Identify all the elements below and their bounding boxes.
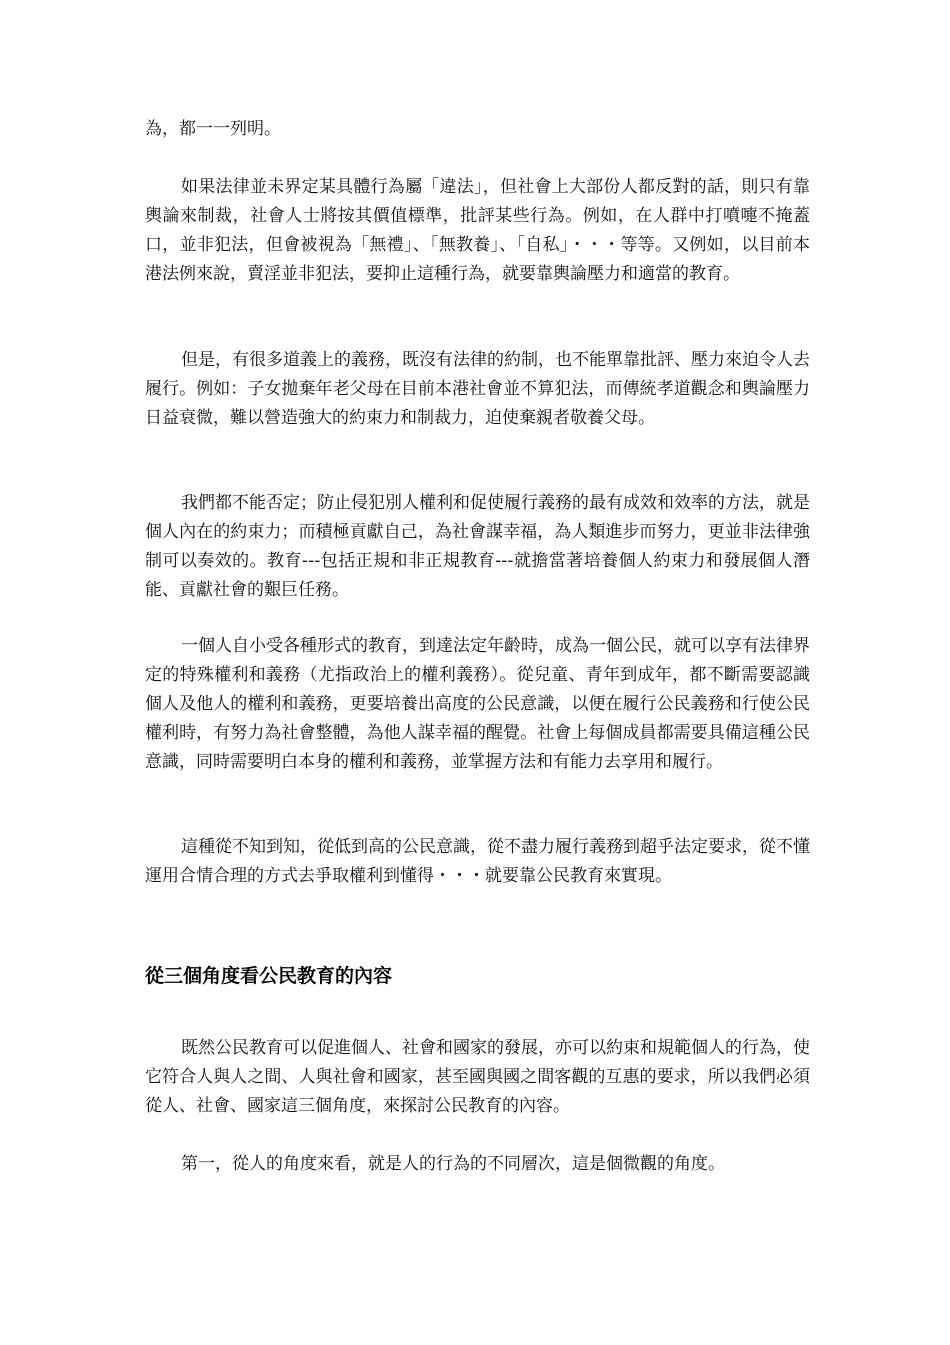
section-heading: 從三個角度看公民教育的內容 [145,965,393,987]
paragraph-moral-duty: 但是，有很多道義上的義務，既沒有法律的約制，也不能單靠批評、壓力來迫令人去履行。例如：子女拋棄年老父母在目前本港社會並不算犯法，而傳統孝道觀念和輿論壓力日益衰微，難以營造強大的約束力和制裁力，迫使棄親者敬養父母。 [145,350,810,428]
paragraph-first-perspective: 第一，從人的角度來看，就是人的行為的不同層次，這是個微觀的角度。 [181,1154,725,1174]
paragraph-continuation: 為，都一一列明。 [145,119,281,139]
paragraph-self-discipline: 我們都不能否定；防止侵犯別人權利和促使履行義務的最有成效和效率的方法，就是個人內在的約束力；而積極貢獻自己，為社會謀幸福，為人類進步而努力，更並非法律強制可以奏效的。教育---包括正規和非正規教育---就擔當著培養個人約束力和發展個人潛能、貢獻社會的艱巨任務。 [145,493,810,600]
paragraph-civic-awareness: 一個人自小受各種形式的教育，到達法定年齡時，成為一個公民，就可以享有法律界定的特殊權利和義務（尤指政治上的權利義務）。從兒童、青年到成年，都不斷需要認識個人及他人的權利和義務，更要培養出高度的公民意識，以便在履行公民義務和行使公民權利時，有努力為社會整體，為他人謀幸福的醒覺。社會上每個成員都需要具備這種公民意識，同時需要明白本身的權利和義務，並掌握方法和有能力去享用和履行。 [145,636,810,772]
paragraph-civic-education: 這種從不知到知，從低到高的公民意識，從不盡力履行義務到超乎法定要求，從不懂運用合情合理的方式去爭取權利到懂得・・・就要靠公民教育來實現。 [145,837,810,886]
paragraph-public-opinion: 如果法律並未界定某具體行為屬「違法」，但社會上大部份人都反對的話，則只有靠輿論來制裁，社會人士將按其價值標準，批評某些行為。例如，在人群中打噴嚏不掩蓋口，並非犯法，但會被視為「無禮」、「無教養」、「自私」・・・等等。又例如，以目前本港法例來說，賣淫並非犯法，要抑止這種行為，就要靠輿論壓力和適當的教育。 [145,177,810,284]
paragraph-three-perspectives: 既然公民教育可以促進個人、社會和國家的發展，亦可以約束和規範個人的行為，使它符合人與人之間、人與社會和國家，甚至國與國之間客觀的互惠的要求，所以我們必須從人、社會、國家這三個角度，來探討公民教育的內容。 [145,1038,810,1116]
